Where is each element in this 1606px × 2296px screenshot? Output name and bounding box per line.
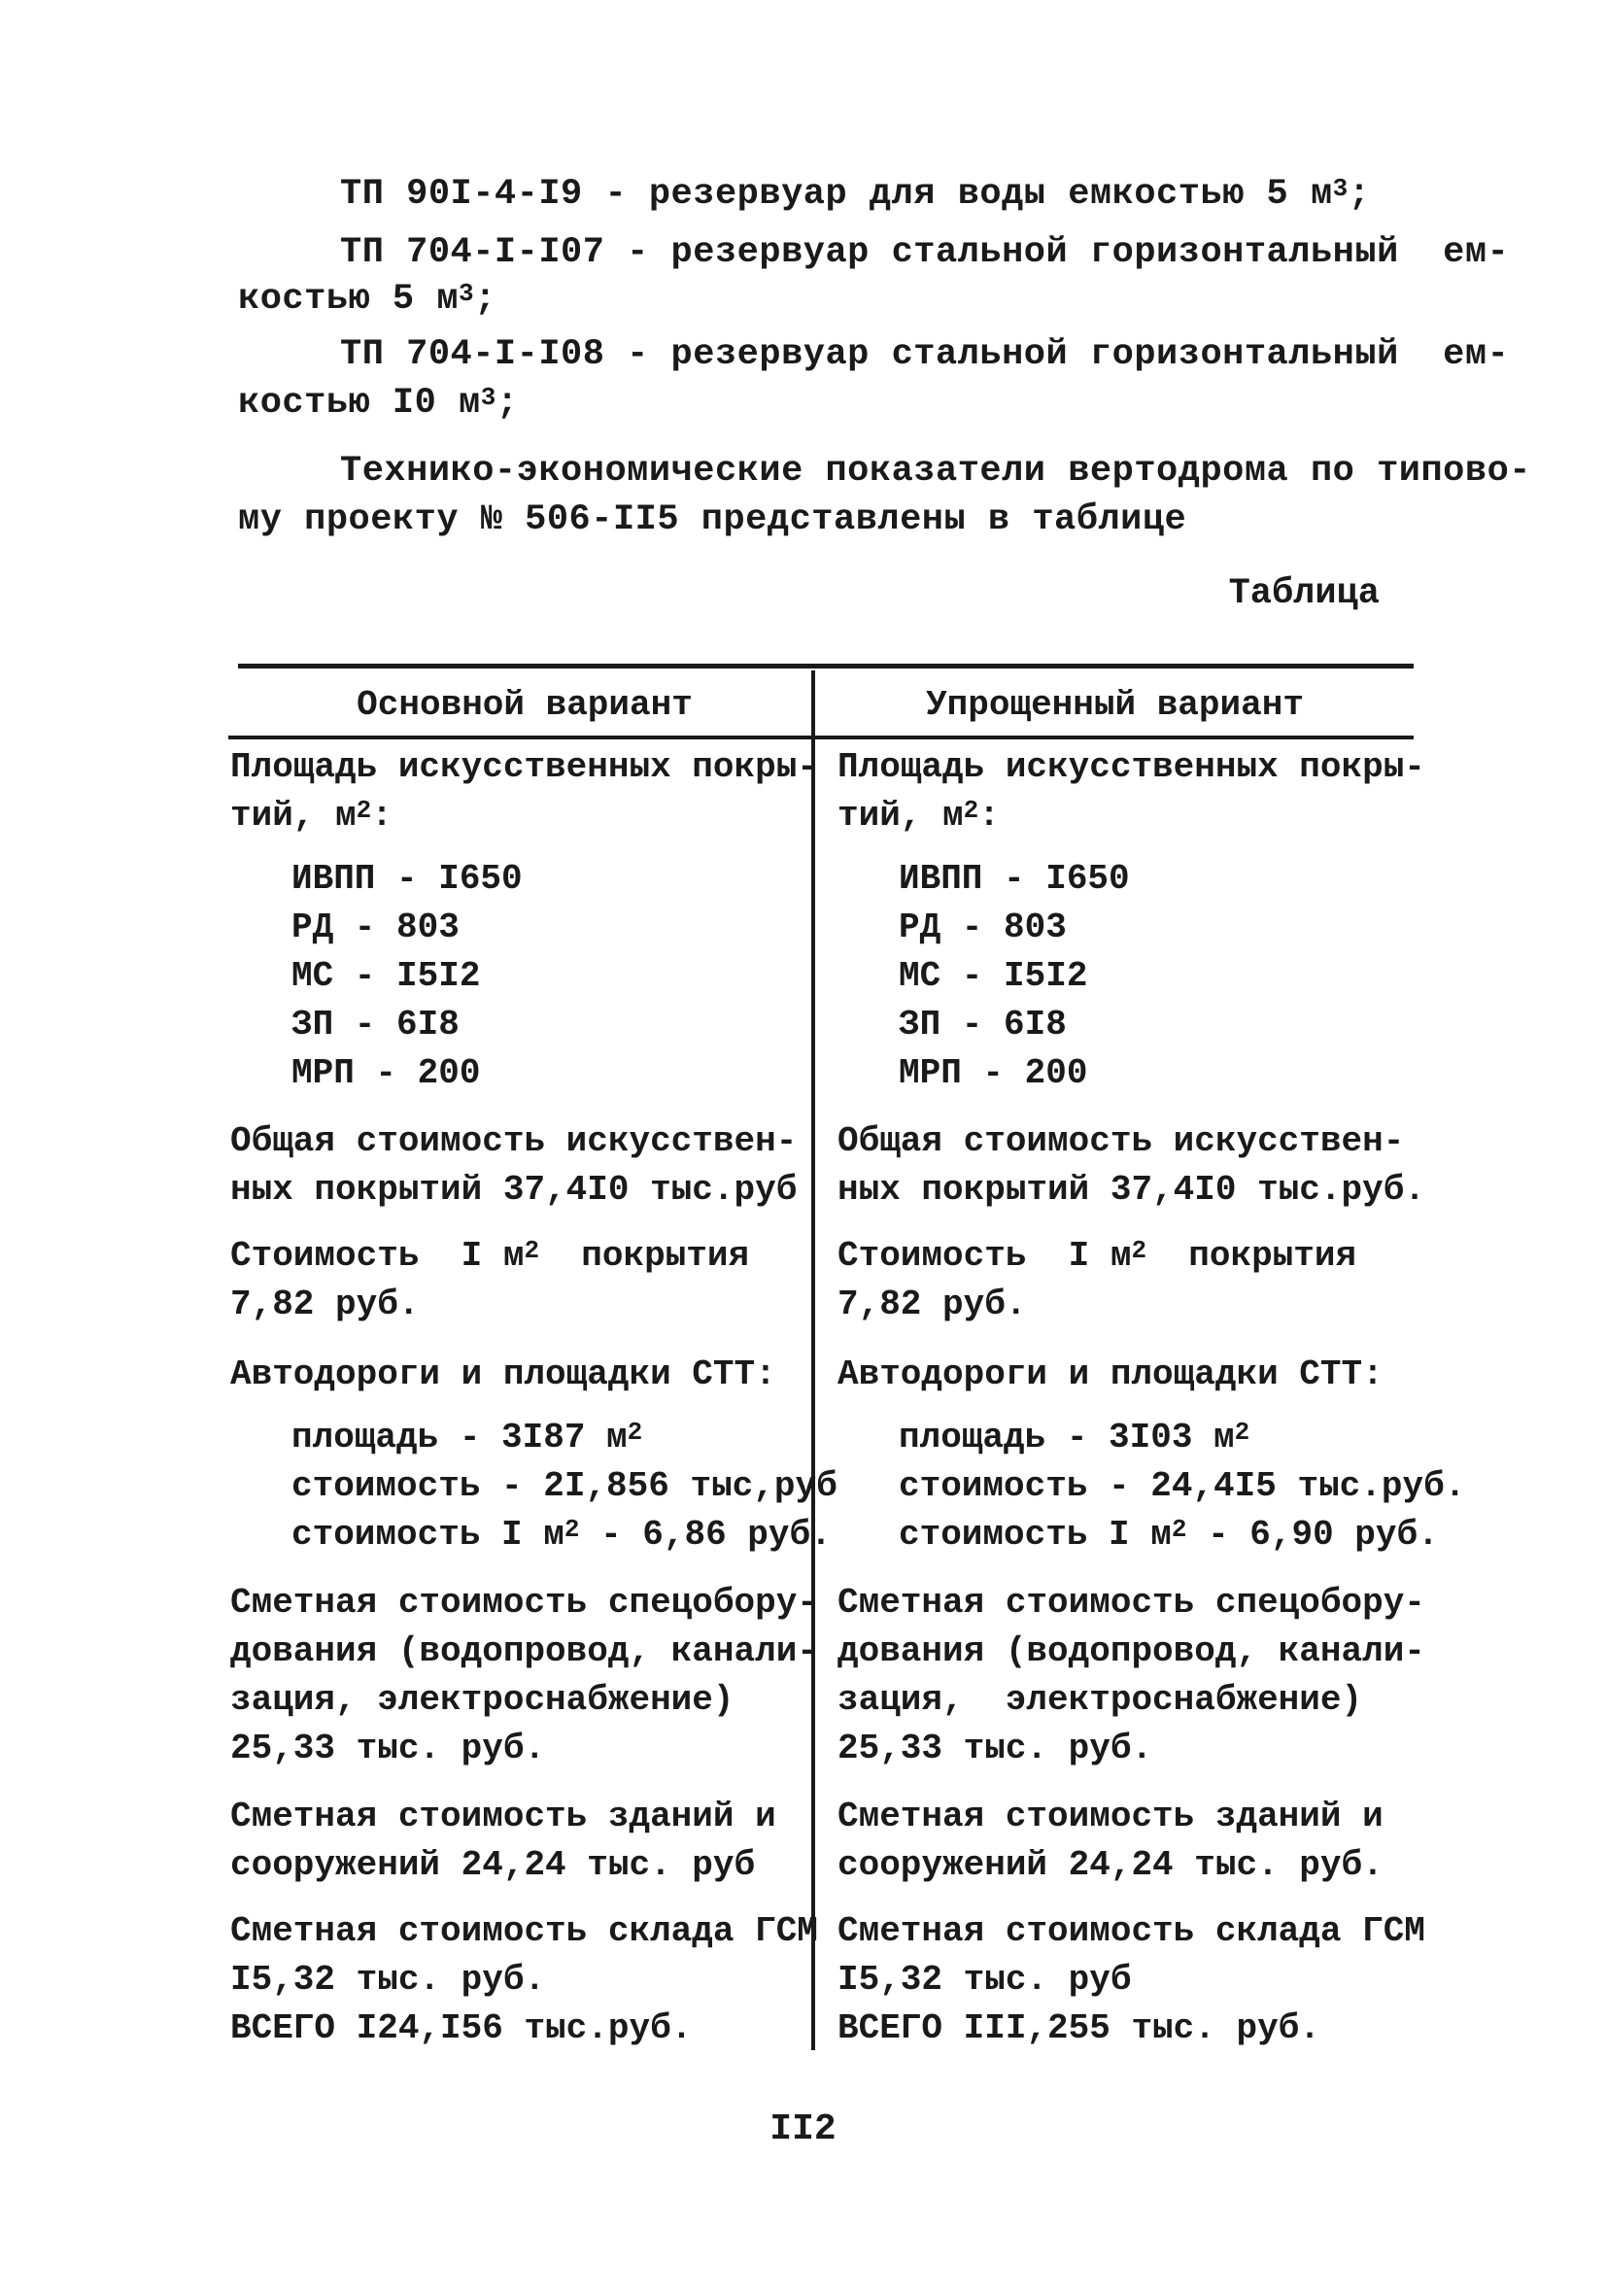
- header-simplified-variant: Упрощенный вариант: [926, 685, 1304, 725]
- left-area-item-rd: РД - 803: [291, 908, 460, 947]
- left-fuel-b: I5,32 тыс. руб.: [230, 1960, 546, 2000]
- table-column-divider: [811, 670, 815, 2050]
- left-area-item-ms: МС - I5I2: [291, 956, 481, 996]
- right-area-item-zp: ЗП - 6I8: [899, 1005, 1067, 1045]
- left-roads-title: Автодороги и площадки СТТ:: [230, 1354, 776, 1394]
- left-roads-unit-cost: стоимость I $м^2 - 6,86$ руб.: [291, 1515, 832, 1555]
- left-total-cost-b: ных покрытий 37,4I0 тыс.руб: [230, 1170, 798, 1210]
- right-grand-total: ВСЕГО III,255 тыс. руб.: [837, 2008, 1320, 2048]
- right-unit-cost-a: Стоимость I $м^2$ покрытия: [837, 1236, 1357, 1276]
- left-roads-cost: стоимость - 2I,856 тыс,руб: [291, 1466, 837, 1506]
- left-equip-c: зация, электроснабжение): [230, 1680, 735, 1720]
- right-total-cost-a: Общая стоимость искусствен-: [837, 1121, 1405, 1161]
- intro-line-3a: ТП 704-I-I08 - резервуар стальной горизонтальный ем-: [340, 334, 1510, 375]
- left-total-cost-a: Общая стоимость искусствен-: [230, 1121, 798, 1161]
- left-equip-b: дования (водопровод, канали-: [230, 1631, 818, 1671]
- right-roads-area: площадь - 3I03 $м^2$: [899, 1418, 1250, 1457]
- right-equip-b: дования (водопровод, канали-: [837, 1631, 1425, 1671]
- right-buildings-b: сооружений 24,24 тыс. руб.: [837, 1845, 1384, 1885]
- page-number: II2: [769, 2108, 837, 2150]
- right-roads-cost: стоимость - 24,4I5 тыс.руб.: [899, 1466, 1466, 1506]
- right-area-title-b: тий, $м^2$:: [837, 796, 1000, 836]
- left-buildings-a: Сметная стоимость зданий и: [230, 1797, 776, 1836]
- right-fuel-a: Сметная стоимость склада ГСМ: [837, 1911, 1425, 1951]
- left-buildings-b: сооружений 24,24 тыс. руб: [230, 1845, 756, 1885]
- intro-line-2b: костью 5 $м^3$;: [238, 279, 496, 320]
- header-basic-variant: Основной вариант: [357, 685, 693, 725]
- right-area-item-rd: РД - 803: [899, 908, 1067, 947]
- intro-paragraph-a: Технико-экономические показатели вертодрома по типово-: [340, 451, 1531, 492]
- right-fuel-b: I5,32 тыс. руб: [837, 1960, 1132, 2000]
- left-unit-cost-a: Стоимость I $м^2$ покрытия: [230, 1236, 750, 1276]
- left-roads-area: площадь - 3I87 $м^2$: [291, 1418, 643, 1457]
- table-top-rule: [238, 664, 1414, 668]
- right-buildings-a: Сметная стоимость зданий и: [837, 1797, 1384, 1836]
- right-area-title-a: Площадь искусственных покры-: [837, 747, 1425, 787]
- left-area-item-zp: ЗП - 6I8: [291, 1005, 460, 1045]
- table-header-rule: [228, 736, 1414, 739]
- intro-line-2a: ТП 704-I-I07 - резервуар стальной горизонтальный ем-: [340, 232, 1510, 273]
- left-fuel-a: Сметная стоимость склада ГСМ: [230, 1911, 818, 1951]
- right-unit-cost-b: 7,82 руб.: [837, 1285, 1027, 1324]
- intro-line-1: ТП 90I-4-I9 - резервуар для воды емкостью 5 $м^3$;: [340, 174, 1371, 215]
- left-unit-cost-b: 7,82 руб.: [230, 1285, 420, 1324]
- left-area-item-ivpp: ИВПП - I650: [291, 859, 523, 899]
- right-area-item-mrp: МРП - 200: [899, 1053, 1088, 1093]
- left-area-title-a: Площадь искусственных покры-: [230, 747, 818, 787]
- right-area-item-ivpp: ИВПП - I650: [899, 859, 1130, 899]
- right-equip-c: зация, электроснабжение): [837, 1680, 1363, 1720]
- right-equip-d: 25,33 тыс. руб.: [837, 1729, 1153, 1768]
- table-caption: Таблица: [1228, 573, 1380, 614]
- left-equip-a: Сметная стоимость спецобору-: [230, 1583, 818, 1623]
- right-roads-title: Автодороги и площадки СТТ:: [837, 1354, 1384, 1394]
- intro-paragraph-b: му проекту № 506-II5 представлены в таблице: [238, 499, 1187, 540]
- right-total-cost-b: ных покрытий 37,4I0 тыс.руб.: [837, 1170, 1425, 1210]
- left-area-title-b: тий, $м^2$:: [230, 796, 393, 836]
- right-equip-a: Сметная стоимость спецобору-: [837, 1583, 1425, 1623]
- right-roads-unit-cost: стоимость I $м^2 - 6,90$ руб.: [899, 1515, 1439, 1555]
- right-area-item-ms: МС - I5I2: [899, 956, 1088, 996]
- left-grand-total: ВСЕГО I24,I56 тыс.руб.: [230, 2008, 693, 2048]
- left-equip-d: 25,33 тыс. руб.: [230, 1729, 546, 1768]
- intro-line-3b: костью I0 $м^3$;: [238, 383, 519, 424]
- left-area-item-mrp: МРП - 200: [291, 1053, 481, 1093]
